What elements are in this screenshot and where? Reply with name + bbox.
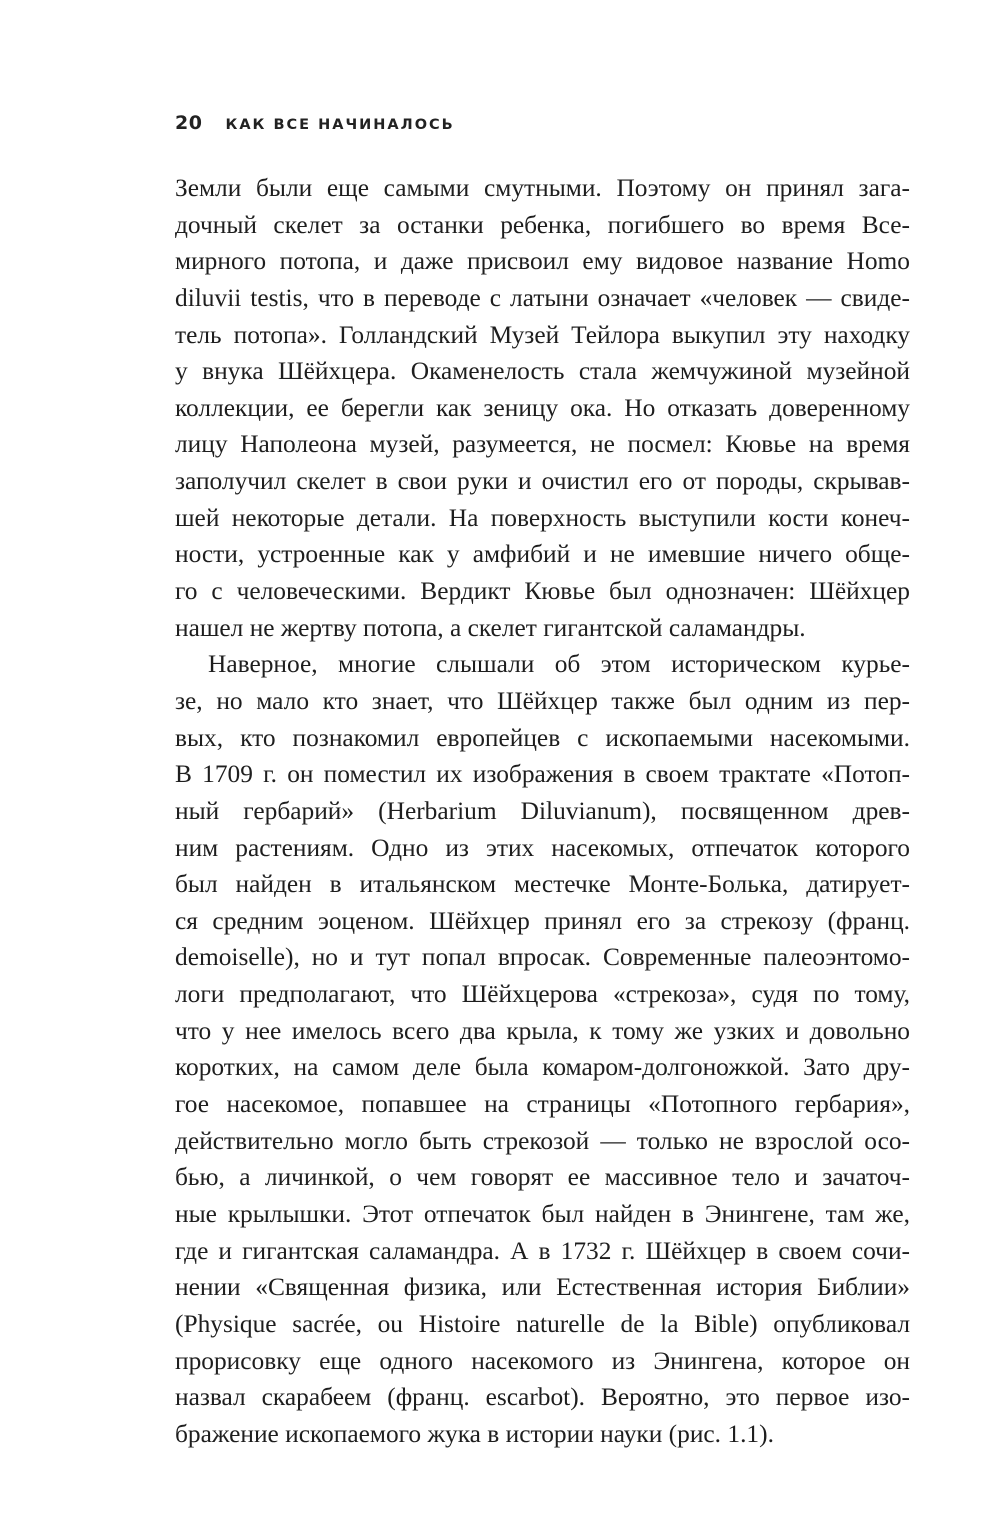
running-header [175,112,455,134]
text-line: назвал скарабеем (франц. escarbot). Вероятно, это первое изо- [175,1383,910,1412]
text-line: го с человеческими. Вердикт Кювье был однозначен: Шёйхцер [175,577,910,606]
paragraph [175,646,910,1452]
text-line: (Physique sacrée, ou Histoire naturelle de la Bible) опубликовал [175,1309,910,1338]
text-line: вых, кто познакомил европейцев с ископаемыми насекомыми. [175,723,910,752]
text-line: ся средним эоценом. Шёйхцер принял его за стрекозу (франц. [175,906,910,935]
text-line: demoiselle), но и тут попал впросак. Современные палеоэнтомо- [175,943,910,972]
text-line: нении «Священная физика, или Естественная история Библии» [175,1273,910,1302]
text-line: В 1709 г. он поместил их изображения в своем трактате «Потоп- [175,760,910,789]
text-line: ности, устроенные как у амфибий и не имевшие ничего обще- [175,540,910,569]
text-line: diluvii testis, что в переводе с латыни означает «человек — свиде- [175,283,910,312]
text-line: тель потопа». Голландский Музей Тейлора выкупил эту находку [175,320,910,349]
text-line: ним растениям. Одно из этих насекомых, отпечаток которого [175,833,910,862]
text-line: дочный скелет за останки ребенка, погибшего во время Все- [175,210,910,239]
text-line: лицу Наполеона музей, разумеется, не посмел: Кювье на время [175,430,910,459]
chapter-title: КАК ВСЕ НАЧИНАЛОСЬ [225,117,455,133]
paragraph [175,170,910,646]
text-line: заполучил скелет в свои руки и очистил его от породы, скрывав- [175,467,910,496]
text-line: ные крылышки. Этот отпечаток был найден в Энингене, там же, [175,1199,910,1228]
text-line: у внука Шёйхцера. Окаменелость стала жемчужиной музейной [175,357,910,386]
text-line: был найден в итальянском местечке Монте-Болька, датирует- [175,870,910,899]
text-line: зе, но мало кто знает, что Шёйхцер также был одним из пер- [175,686,910,715]
text-line: что у нее имелось всего два крыла, к тому же узких и довольно [175,1016,910,1045]
text-line: бражение ископаемого жука в истории науки (рис. 1.1). [175,1419,774,1448]
text-line: Наверное, многие слышали об этом историческом курье- [208,650,910,679]
text-line: логи предполагают, что Шёйхцерова «стрекоза», судя по тому, [175,980,910,1009]
text-line: ный гербарий» (Herbarium Diluvianum), посвященном древ- [175,796,910,825]
text-line: бью, а личинкой, о чем говорят ее массивное тело и зачаточ- [175,1163,910,1192]
page-number: 20 [175,112,203,134]
text-line: коллекции, ее берегли как зеницу ока. Но отказать доверенному [175,393,910,422]
text-line: мирного потопа, и даже присвоил ему видовое название Homo [175,247,910,276]
text-line: коротких, на самом деле была комаром-долгоножкой. Зато дру- [175,1053,910,1082]
text-line: шей некоторые детали. На поверхность выступили кости конеч- [175,503,910,532]
text-line: Земли были еще самыми смутными. Поэтому он принял зага- [175,174,910,202]
body-text [175,170,910,1452]
text-line: прорисовку еще одного насекомого из Энингена, которое он [175,1346,910,1375]
text-line: где и гигантская саламандра. А в 1732 г. Шёйхцер в своем сочи- [175,1236,910,1265]
text-line: действительно могло быть стрекозой — только не взрослой осо- [175,1126,910,1155]
text-line: гое насекомое, попавшее на страницы «Потопного гербария», [175,1090,910,1119]
text-line: нашел не жертву потопа, а скелет гигантской саламандры. [175,613,806,642]
